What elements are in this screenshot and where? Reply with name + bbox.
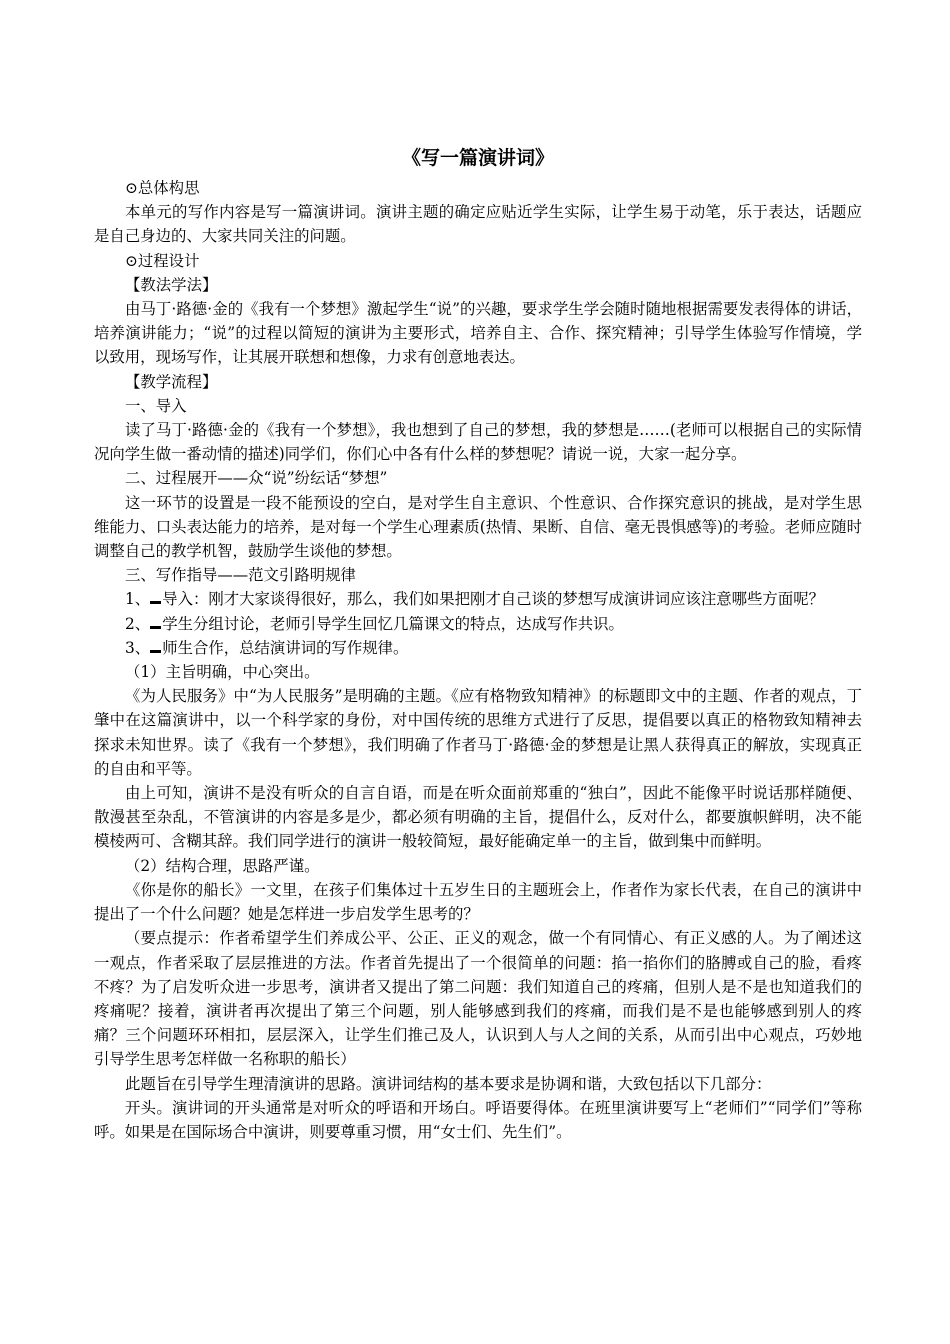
- section-heading: 二、过程展开——众“说”纷纭话“梦想”: [125, 469, 388, 488]
- body-paragraph: 此题旨在引导学生理清演讲的思路。演讲词结构的基本要求是协调和谐，大致包括以下几部分：: [125, 1074, 772, 1093]
- body-paragraph: 《你是你的船长》一文里，在孩子们集体过十五岁生日的主题班会上，作者作为家长代表，在自己的演讲中提出了一个什么问题？她是怎样进一步启发学生思考的？: [94, 880, 862, 924]
- body-paragraph: 《为人民服务》中“为人民服务”是明确的主题。《应有格物致知精神》的标题即文中的主题、作者的观点，丁肇中在这篇演讲中，以一个科学家的身份，对中国传统的思维方式进行了反思，提倡要以真正的格物致知精神去探求未知世界。读了《我有一个梦想》，我们明确了作者马丁·路德·金的梦想是让黑人获得真正的解放，实现真正的自由和平等。: [94, 687, 862, 778]
- underline-mark: [150, 645, 161, 653]
- section-heading: 【教法学法】: [125, 275, 218, 294]
- body-paragraph: （要点提示：作者希望学生们养成公平、公正、正义的观念，做一个有同情心、有正义感的人。为了阐述这一观点，作者采取了层层推进的方法。作者首先提出了一个很简单的问题：掐一掐你们的胳膊或自己的脸，看疼不疼？为了启发听众进一步思考，演讲者又提出了第二问题：我们知道自己的疼痛，但别人是不是也知道我们的疼痛呢？接着，演讲者再次提出了第三个问题，别人能够感到我们的疼痛，而我们是不是也能够感到别人的疼痛？三个问题环环相扣，层层深入，让学生们推己及人，认识到人与人之间的关系，从而引出中心观点，巧妙地引导学生思考怎样做一名称职的船长）: [94, 929, 862, 1069]
- section-heading: 【教学流程】: [125, 372, 218, 391]
- step-item: [94, 636, 862, 660]
- section-heading: ⊙总体构思: [125, 179, 200, 197]
- step-item: [94, 612, 862, 636]
- section-heading: 一、导入: [125, 396, 187, 415]
- section-heading: （2）结构合理，思路严谨。: [125, 856, 320, 875]
- page-title: 《写一篇演讲词》: [401, 147, 554, 169]
- step-text: 师生合作，总结演讲词的写作规律。: [162, 638, 409, 657]
- body-paragraph: 本单元的写作内容是写一篇演讲词。演讲主题的确定应贴近学生实际，让学生易于动笔，乐于表达，话题应是自己身边的、大家共同关注的问题。: [94, 203, 862, 246]
- step-number: 1、: [125, 590, 151, 609]
- body-paragraph: 读了马丁·路德·金的《我有一个梦想》，我也想到了自己的梦想，我的梦想是……(老师可以根据自己的实际情况向学生做一番动情的描述)同学们，你们心中各有什么样的梦想呢？请说一说，大家一起分享。: [94, 421, 862, 464]
- body-paragraph: 这一环节的设置是一段不能预设的空白，是对学生自主意识、个性意识、合作探究意识的挑战，是对学生思维能力、口头表达能力的培养，是对每一个学生心理素质(热情、果断、自信、毫无畏惧感等)的考验。老师应随时调整自己的教学机智，鼓励学生谈他的梦想。: [94, 493, 862, 561]
- step-number: 3、: [125, 638, 151, 657]
- step-text: 导入：刚才大家谈得很好，那么，我们如果把刚才自己谈的梦想写成演讲词应该注意哪些方面呢？: [162, 590, 824, 609]
- body-paragraph: 由上可知，演讲不是没有听众的自言自语，而是在听众面前郑重的“独白”，因此不能像平时说话那样随便、散漫甚至杂乱，不管演讲的内容是多是少，都必须有明确的主旨，提倡什么，反对什么，都要旗帜鲜明，决不能模棱两可、含糊其辞。我们同学进行的演讲一般较简短，最好能确定单一的主旨，做到集中而鲜明。: [94, 784, 862, 851]
- section-heading: ⊙过程设计: [125, 251, 200, 270]
- document-page: [94, 140, 862, 1144]
- section-heading: 三、写作指导——范文引路明规律: [125, 566, 356, 585]
- underline-mark: [150, 621, 161, 629]
- body-paragraph: 开头。演讲词的开头通常是对听众的呼语和开场白。呼语要得体。在班里演讲要写上“老师们”“同学们”等称呼。如果是在国际场合中演讲，则要尊重习惯，用“女士们、先生们”。: [94, 1098, 862, 1141]
- body-paragraph: 由马丁·路德·金的《我有一个梦想》激起学生“说”的兴趣，要求学生学会随时随地根据需要发表得体的讲话，培养演讲能力；“说”的过程以简短的演讲为主要形式，培养自主、合作、探究精神；引导学生体验写作情境，学以致用，现场写作，让其展开联想和想像，力求有创意地表达。: [94, 300, 862, 367]
- step-number: 2、: [125, 614, 151, 633]
- section-heading: （1）主旨明确，中心突出。: [125, 663, 320, 682]
- step-text: 学生分组讨论，老师引导学生回忆几篇课文的特点，达成写作共识。: [162, 614, 624, 633]
- underline-mark: [150, 596, 161, 604]
- step-item: [94, 587, 862, 611]
